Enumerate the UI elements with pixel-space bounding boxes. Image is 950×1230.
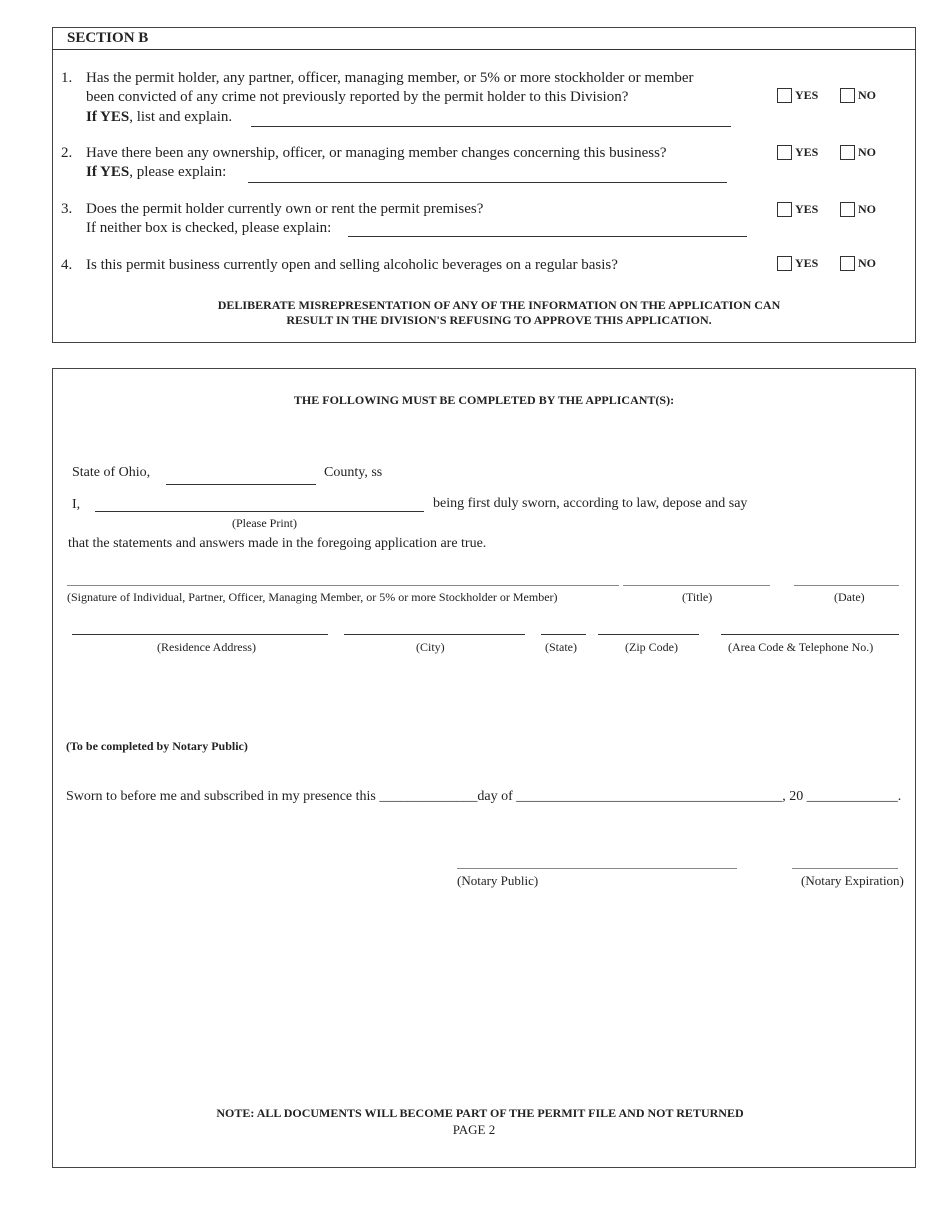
title-caption: (Title) bbox=[682, 590, 713, 604]
question-2-prompt-rest: , please explain: bbox=[129, 164, 227, 180]
question-1-number: 1. bbox=[61, 70, 73, 86]
question-1-prompt-bold: If YES bbox=[86, 109, 130, 125]
residence-address-field[interactable] bbox=[72, 634, 328, 635]
question-1-explain-field[interactable] bbox=[251, 126, 731, 127]
applicant-name-field[interactable] bbox=[95, 511, 424, 512]
section-b-title: SECTION B bbox=[67, 30, 149, 46]
notary-public-caption: (Notary Public) bbox=[457, 873, 539, 888]
question-1-yes-label: YES bbox=[795, 88, 819, 102]
signature-caption: (Signature of Individual, Partner, Officer, Managing Member, or 5% or more Stockholder or Member) bbox=[67, 590, 558, 604]
question-1-no-label: NO bbox=[858, 88, 876, 102]
telephone-field[interactable] bbox=[721, 634, 899, 635]
notary-expiration-field[interactable] bbox=[792, 868, 898, 869]
zip-code-caption: (Zip Code) bbox=[625, 640, 678, 654]
question-1-yes-checkbox[interactable] bbox=[777, 88, 792, 103]
question-3-yes-label: YES bbox=[795, 202, 819, 216]
sworn-text: being first duly sworn, according to law, depose and say bbox=[433, 496, 748, 511]
state-field[interactable] bbox=[541, 634, 586, 635]
question-2-yes-label: YES bbox=[795, 145, 819, 159]
question-4-yes-label: YES bbox=[795, 256, 819, 270]
question-2-text-line1: Have there been any ownership, officer, or managing member changes concerning this business? bbox=[86, 145, 667, 161]
question-4-text-line1: Is this permit business currently open and selling alcoholic beverages on a regular basis? bbox=[86, 257, 618, 273]
footer-note: NOTE: ALL DOCUMENTS WILL BECOME PART OF THE PERMIT FILE AND NOT RETURNED bbox=[216, 1106, 744, 1120]
question-3-no-label: NO bbox=[858, 202, 876, 216]
question-2-number: 2. bbox=[61, 145, 73, 161]
date-field[interactable] bbox=[794, 585, 899, 586]
question-2-explain-field[interactable] bbox=[248, 182, 727, 183]
question-2-no-checkbox[interactable] bbox=[840, 145, 855, 160]
question-4-no-label: NO bbox=[858, 256, 876, 270]
question-3-yes-checkbox[interactable] bbox=[777, 202, 792, 217]
question-1-prompt bbox=[86, 108, 232, 127]
i-label: I, bbox=[72, 497, 81, 512]
please-print-caption: (Please Print) bbox=[232, 516, 297, 530]
sworn-before-text: Sworn to before me and subscribed in my presence this ______________day of ______________________________________, 20 _____________. bbox=[66, 789, 902, 804]
question-2-yes-checkbox[interactable] bbox=[777, 145, 792, 160]
question-3-explain-field[interactable] bbox=[348, 236, 747, 237]
telephone-caption: (Area Code & Telephone No.) bbox=[728, 640, 874, 654]
city-caption: (City) bbox=[416, 640, 445, 654]
affidavit-heading: THE FOLLOWING MUST BE COMPLETED BY THE APPLICANT(S): bbox=[293, 393, 675, 407]
misrepresentation-warning-line1: DELIBERATE MISREPRESENTATION OF ANY OF THE INFORMATION ON THE APPLICATION CAN bbox=[217, 298, 781, 312]
notary-heading: (To be completed by Notary Public) bbox=[66, 739, 248, 753]
state-label: State of Ohio, bbox=[72, 465, 151, 480]
county-field[interactable] bbox=[166, 484, 316, 485]
signature-field[interactable] bbox=[67, 585, 619, 586]
page-number: PAGE 2 bbox=[452, 1122, 496, 1137]
question-2-prompt bbox=[86, 163, 226, 182]
affidavit-box bbox=[52, 368, 916, 1168]
question-1-text-line2: been convicted of any crime not previously reported by the permit holder to this Division? bbox=[86, 89, 629, 105]
misrepresentation-warning-line2: RESULT IN THE DIVISION'S REFUSING TO APPROVE THIS APPLICATION. bbox=[286, 313, 712, 327]
question-2-no-label: NO bbox=[858, 145, 876, 159]
question-1-no-checkbox[interactable] bbox=[840, 88, 855, 103]
question-3-number: 3. bbox=[61, 201, 73, 217]
question-4-yes-checkbox[interactable] bbox=[777, 256, 792, 271]
notary-expiration-caption: (Notary Expiration) bbox=[801, 873, 904, 888]
question-3-text-line1: Does the permit holder currently own or rent the permit premises? bbox=[86, 201, 484, 217]
question-3-no-checkbox[interactable] bbox=[840, 202, 855, 217]
question-1-prompt-rest: , list and explain. bbox=[129, 109, 233, 125]
section-b-header-rule bbox=[52, 49, 916, 50]
notary-public-signature-field[interactable] bbox=[457, 868, 737, 869]
question-4-no-checkbox[interactable] bbox=[840, 256, 855, 271]
city-field[interactable] bbox=[344, 634, 525, 635]
county-label: County, ss bbox=[324, 465, 383, 480]
residence-address-caption: (Residence Address) bbox=[157, 640, 256, 654]
state-caption: (State) bbox=[545, 640, 577, 654]
question-2-prompt-bold: If YES bbox=[86, 164, 130, 180]
date-caption: (Date) bbox=[834, 590, 865, 604]
question-3-prompt: If neither box is checked, please explain: bbox=[86, 220, 332, 236]
question-1-text-line1: Has the permit holder, any partner, officer, managing member, or 5% or more stockholder or member bbox=[86, 70, 694, 86]
statement-text: that the statements and answers made in the foregoing application are true. bbox=[68, 536, 487, 551]
question-4-number: 4. bbox=[61, 257, 73, 273]
title-field[interactable] bbox=[623, 585, 770, 586]
zip-code-field[interactable] bbox=[598, 634, 699, 635]
